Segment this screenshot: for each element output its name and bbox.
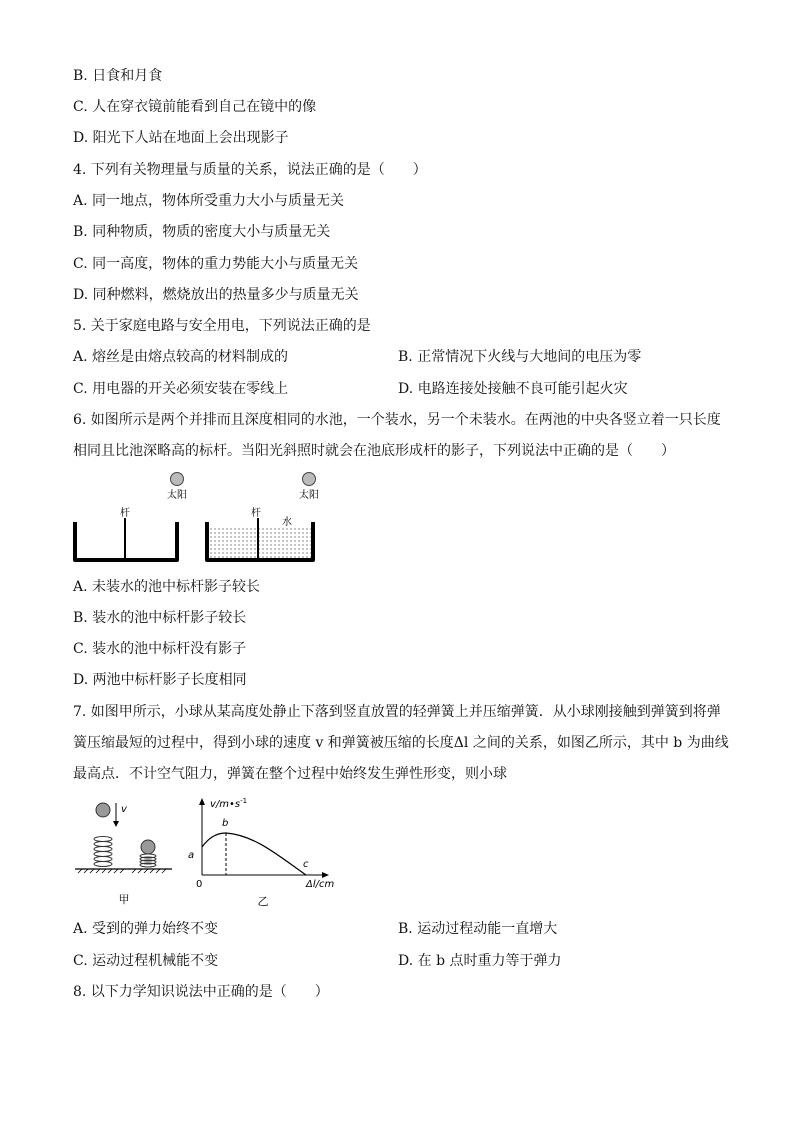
caption-jia: 甲 bbox=[118, 893, 130, 906]
option-7a: A. 受到的弹力始终不变 bbox=[73, 921, 219, 937]
y-axis-arrow bbox=[199, 798, 205, 805]
point-c-label: c bbox=[303, 859, 309, 870]
option-3d: D. 阳光下人站在地面上会出现影子 bbox=[73, 130, 289, 146]
point-a-label: a bbox=[188, 850, 195, 861]
point-b-label: b bbox=[222, 818, 229, 829]
option-6a: A. 未装水的池中标杆影子较长 bbox=[73, 579, 261, 595]
question-6-line1: 6. 如图所示是两个并排而且深度相同的水池，一个装水，另一个未装水。在两池的中央各竖立着一只长度 bbox=[73, 412, 721, 428]
question-7-line3: 最高点．不计空气阻力，弹簧在整个过程中始终发生弹性形变，则小球 bbox=[73, 766, 507, 782]
option-7b: B. 运动过程动能一直增大 bbox=[398, 921, 558, 937]
question-5: 5. 关于家庭电路与安全用电，下列说法正确的是 bbox=[73, 318, 371, 334]
velocity-curve bbox=[202, 833, 306, 875]
origin-label: 0 bbox=[196, 879, 203, 890]
rod-label-right: 杆 bbox=[251, 508, 261, 519]
caption-yi: 乙 bbox=[257, 895, 269, 908]
ball-on-spring-icon bbox=[141, 840, 155, 854]
spring-figure bbox=[70, 795, 350, 910]
option-7d: D. 在 b 点时重力等于弹力 bbox=[398, 953, 562, 969]
option-5c: C. 用电器的开关必须安装在零线上 bbox=[73, 381, 289, 397]
x-axis-label: Δl/cm bbox=[306, 879, 335, 890]
option-6d: D. 两池中标杆影子长度相同 bbox=[73, 672, 247, 688]
option-4a: A. 同一地点，物体所受重力大小与质量无关 bbox=[73, 193, 345, 209]
question-4: 4. 下列有关物理量与质量的关系，说法正确的是（ ） bbox=[73, 162, 427, 178]
sun-icon-left bbox=[171, 473, 184, 486]
x-axis-arrow bbox=[322, 872, 329, 878]
question-7-line2: 簧压缩最短的过程中，得到小球的速度 v 和弹簧被压缩的长度Δl 之间的关系，如图乙所示，其中 b 为曲线 bbox=[73, 735, 729, 751]
y-axis-label: $v/m•s^{-1}$ bbox=[210, 797, 248, 810]
option-7c: C. 运动过程机械能不变 bbox=[73, 953, 219, 969]
option-5b: B. 正常情况下火线与大地间的电压为零 bbox=[398, 349, 642, 365]
rod-label-left: 杆 bbox=[120, 508, 130, 519]
option-4d: D. 同种燃料，燃烧放出的热量多少与质量无关 bbox=[73, 287, 359, 303]
option-6c: C. 装水的池中标杆没有影子 bbox=[73, 641, 247, 657]
option-4c: C. 同一高度，物体的重力势能大小与质量无关 bbox=[73, 256, 359, 272]
spring-relaxed-icon bbox=[94, 837, 112, 867]
sun-label-right: 太阳 bbox=[299, 490, 319, 501]
water-fill bbox=[209, 526, 311, 558]
question-7-line1: 7. 如图甲所示，小球从某高度处静止下落到竖直放置的轻弹簧上并压缩弹簧．从小球刚接触到弹簧到将弹 bbox=[73, 704, 721, 720]
water-label: 水 bbox=[282, 517, 292, 528]
velocity-arrow-head bbox=[113, 821, 119, 827]
pools-figure bbox=[70, 468, 330, 570]
option-6b: B. 装水的池中标杆影子较长 bbox=[73, 610, 247, 626]
option-4b: B. 同种物质，物质的密度大小与质量无关 bbox=[73, 224, 331, 240]
ball-icon bbox=[96, 803, 110, 817]
option-5d: D. 电路连接处接触不良可能引起火灾 bbox=[398, 381, 628, 397]
question-6-line2: 相同且比池深略高的标杆。当阳光斜照时就会在池底形成杆的影子，下列说法中正确的是（ ） bbox=[73, 443, 675, 459]
spring-compressed-icon bbox=[140, 854, 156, 867]
sun-label-left: 太阳 bbox=[167, 490, 187, 501]
velocity-label: v bbox=[121, 804, 127, 815]
option-3c: C. 人在穿衣镜前能看到自己在镜中的像 bbox=[73, 99, 317, 115]
question-8: 8. 以下力学知识说法中正确的是（ ） bbox=[73, 984, 329, 1000]
option-3b: B. 日食和月食 bbox=[73, 68, 163, 84]
option-5a: A. 熔丝是由熔点较高的材料制成的 bbox=[73, 349, 289, 365]
sun-icon-right bbox=[303, 473, 316, 486]
